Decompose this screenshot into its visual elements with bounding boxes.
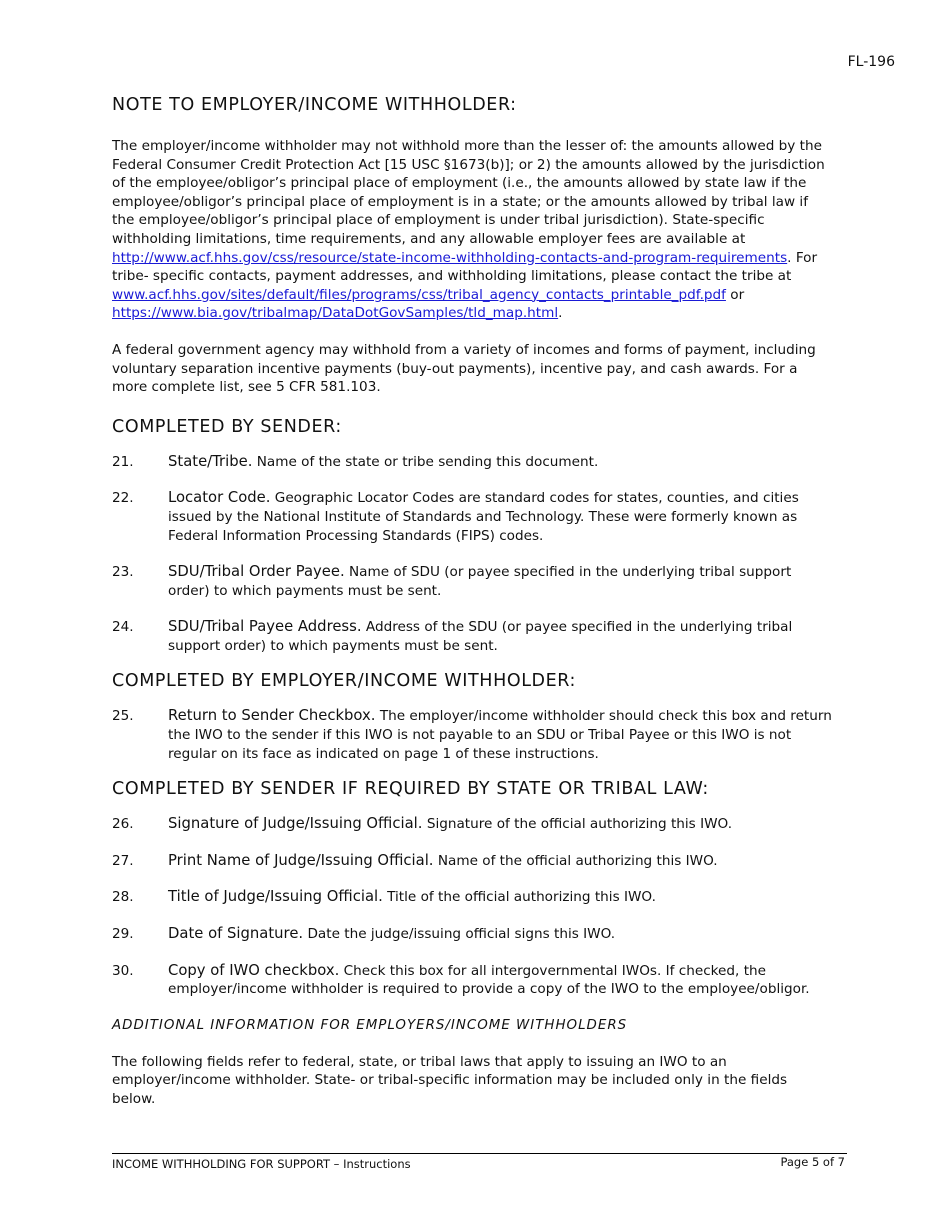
acf-tribal-link[interactable]: www.acf.hhs.gov/sites/default/files/programs/css/tribal_agency_contacts_printable_pdf.pdf (112, 286, 726, 303)
list-item (112, 925, 834, 944)
item-body (168, 453, 834, 472)
law-heading: COMPLETED BY SENDER IF REQUIRED BY STATE OR TRIBAL LAW: (112, 779, 709, 800)
item-body (168, 888, 834, 907)
employer-list (112, 707, 834, 763)
note-paragraph-1 (112, 137, 834, 323)
item-term: Title of Judge/Issuing Official. (168, 888, 383, 906)
item-body (168, 489, 834, 545)
form-number: FL-196 (847, 54, 895, 70)
item-body (168, 925, 834, 944)
sender-heading: COMPLETED BY SENDER: (112, 416, 342, 437)
item-body (168, 563, 834, 600)
item-number: 22. (112, 490, 134, 507)
footer-title (112, 1157, 411, 1171)
item-term: Return to Sender Checkbox. (168, 707, 376, 725)
item-number: 23. (112, 564, 134, 581)
list-item (112, 618, 834, 655)
footer-divider (112, 1153, 847, 1154)
item-description: The employer/income withholder should check this box and return the IWO to the sender if this IWO is not payable to an SDU or Tribal Payee or this IWO is not regular on its face as indicated on page 1 of these instructions. (168, 708, 832, 762)
acf-state-link[interactable]: http://www.acf.hhs.gov/css/resource/state-income-withholding-contacts-and-program-requirements (112, 249, 788, 266)
list-item (112, 852, 834, 871)
item-body (168, 852, 834, 871)
additional-text: The following fields refer to federal, state, or tribal laws that apply to issuing an IWO to an employer/income withholder. State- or tribal-specific information may be included only in the fields below. (112, 1053, 788, 1107)
item-body (168, 815, 834, 834)
item-number: 25. (112, 708, 134, 725)
sender-list (112, 453, 834, 656)
bia-tribalmap-link[interactable]: https://www.bia.gov/tribalmap/DataDotGovSamples/tld_map.html (112, 305, 559, 322)
list-item (112, 707, 834, 763)
item-number: 26. (112, 816, 134, 833)
item-term: Locator Code. (168, 489, 271, 507)
item-term: Copy of IWO checkbox. (168, 961, 340, 979)
item-description: Date the judge/issuing official signs this IWO. (303, 926, 616, 943)
additional-heading: ADDITIONAL INFORMATION FOR EMPLOYERS/INCOME WITHHOLDERS (112, 1017, 628, 1033)
law-list (112, 815, 834, 999)
note-text-2: . For tribe- specific contacts, payment addresses, and withholding limitations, please contact the tribe at (112, 249, 818, 285)
footer-title-sub: Instructions (343, 1157, 411, 1171)
item-description: Title of the official authorizing this IWO. (382, 889, 656, 906)
item-description: Signature of the official authorizing this IWO. (422, 816, 733, 833)
note-text-4: . (558, 305, 563, 322)
item-term: Print Name of Judge/Issuing Official. (168, 851, 434, 869)
item-term: SDU/Tribal Order Payee. (168, 563, 345, 581)
employer-heading: COMPLETED BY EMPLOYER/INCOME WITHHOLDER: (112, 671, 577, 692)
footer-title-separator: – (330, 1157, 344, 1171)
item-number: 29. (112, 926, 134, 943)
item-description: Name of the state or tribe sending this document. (252, 453, 599, 470)
item-body (168, 962, 834, 999)
list-item (112, 453, 834, 472)
item-body (168, 618, 834, 655)
item-term: State/Tribe. (168, 452, 253, 470)
item-body (168, 707, 834, 763)
item-number: 30. (112, 962, 134, 979)
item-description: Address of the SDU (or payee specified in the underlying tribal support order) to which payments must be sent. (168, 619, 793, 654)
item-description: Check this box for all intergovernmental IWOs. If checked, the employer/income withholder is required to provide a copy of the IWO to the employee/obligor. (168, 962, 810, 998)
list-item (112, 962, 834, 999)
list-item (112, 489, 834, 545)
list-item (112, 815, 834, 834)
footer-title-main: INCOME WITHHOLDING FOR SUPPORT (112, 1157, 331, 1171)
note-text-3: or (725, 286, 745, 303)
note-paragraph-2: A federal government agency may withhold from a variety of incomes and forms of payment, including voluntary separation incentive payments (buy-out payments), incentive pay, and cash awards. For a more complete list, see 5 CFR 581.103. (112, 341, 816, 396)
list-item (112, 563, 834, 600)
item-number: 21. (112, 453, 134, 470)
item-term: Signature of Judge/Issuing Official. (168, 815, 423, 833)
item-description: Geographic Locator Codes are standard codes for states, counties, and cities issued by the National Institute of Standards and Technology. These were formerly known as Federal Information Processing Standards (FIPS) codes. (168, 490, 799, 544)
item-number: 27. (112, 852, 134, 869)
item-term: Date of Signature. (168, 925, 304, 943)
item-description: Name of SDU (or payee specified in the underlying tribal support order) to which payments must be sent. (168, 564, 792, 599)
page-number: Page 5 of 7 (780, 1155, 845, 1169)
list-item (112, 888, 834, 907)
page-content (112, 93, 834, 1109)
item-number: 24. (112, 619, 134, 636)
item-term: SDU/Tribal Payee Address. (168, 618, 362, 636)
item-number: 28. (112, 889, 134, 906)
note-text-1: The employer/income withholder may not withhold more than the lesser of: the amounts allowed by the Federal Consumer Credit Protection Act [15 USC §1673(b)]; or 2) the amounts allowed by the jurisdiction of the employee/obligor’s principal place of employment (i.e., the amounts allowed by state law if the employee/obligor’s principal place of employment is in a state; or the amounts allowed by tribal law if the employee/obligor’s principal place of employment is under tribal jurisdiction). State-specific withholding limitations, time requirements, and any allowable employer fees are available at (112, 138, 825, 247)
item-description: Name of the official authorizing this IWO. (433, 852, 718, 869)
note-heading: NOTE TO EMPLOYER/INCOME WITHHOLDER: (112, 95, 517, 115)
